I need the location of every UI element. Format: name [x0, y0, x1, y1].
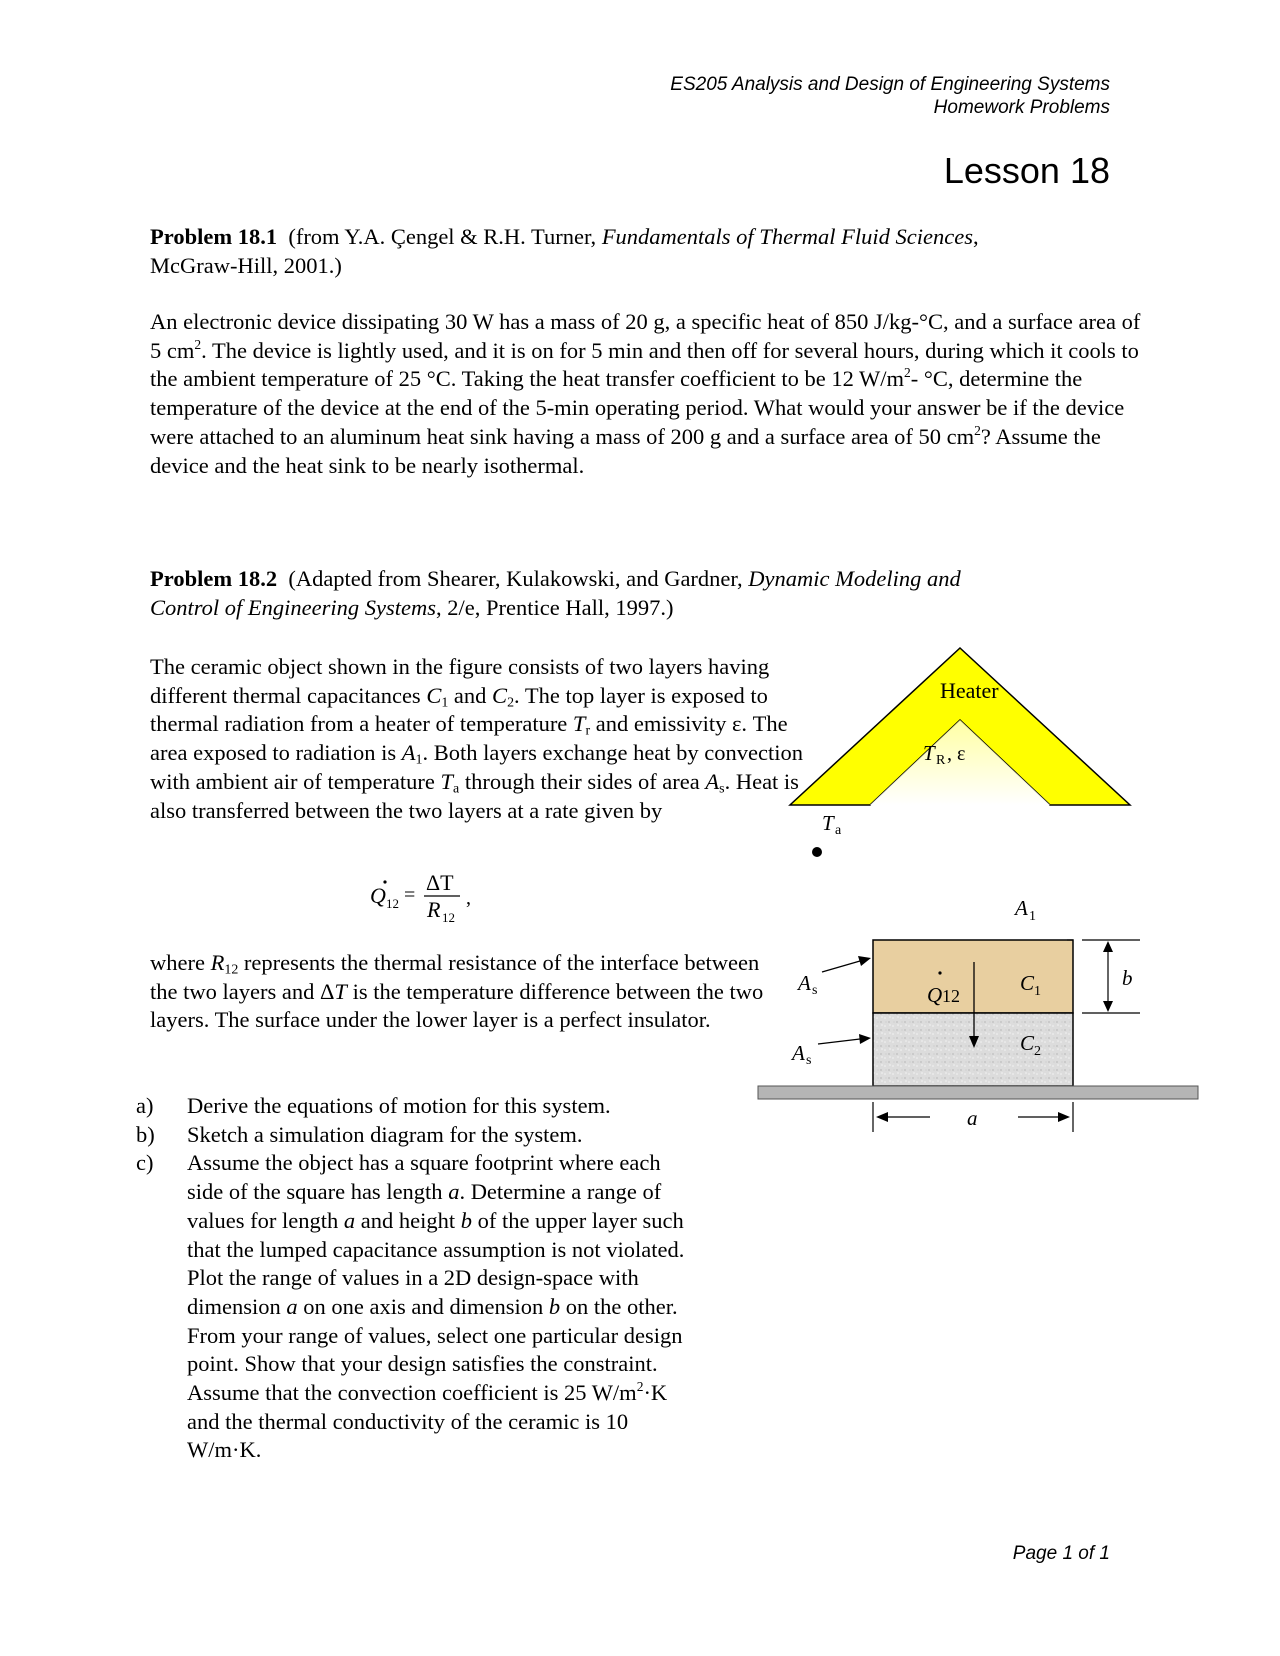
lesson-title: Lesson 18: [943, 150, 1110, 191]
insulated-ground: [758, 1086, 1198, 1099]
heat-flow-label: Q: [927, 983, 943, 1007]
svg-text:1: 1: [1034, 984, 1041, 999]
upper-layer: [873, 940, 1073, 1013]
problem-18-1-statement: An electronic device dissipating 30 W has a mass of 20 g, a specific heat of 850 J/kg-°C, and a surface area of 5 $cm^2$. The device is lightly used, and it is on for 5 min and then off for several hours, during which it cools to the ambient temperature of 25 °C. Taking the heat transfer coefficient to be 12 $W/m^2-$ °C, determine the temperature of the device at the end of the 5-min operating period. What would your answer be if the device were attached to an aluminum heat sink having a mass of 200 g and a surface area of 50 $cm^2$? Assume the device and the heat sink to be nearly isothermal.: [150, 309, 1141, 478]
problem-18-2-statement: The ceramic object shown in the figure consists of two layers having different thermal capacitances $C_1$ and $C_2$. The top layer is exposed to thermal radiation from a heater of temperature $T_r$ and emissivity ε. The area exposed to radiation is $A_1$. Both layers exchange heat by convection with ambient air of temperature $T_a$ through their sides of area $A_s$. Heat is also transferred between the two layers at a rate given by: [150, 654, 804, 823]
dimension-a-label: a: [967, 1106, 978, 1130]
dimension-b-label: b: [1122, 966, 1133, 990]
capacitance-c1-label: C: [1020, 971, 1035, 995]
svg-text:s: s: [812, 983, 818, 998]
heater-temp-label: T: [923, 741, 935, 765]
problem-18-1-label: Problem 18.1: [150, 224, 278, 249]
emissivity-label: , ε: [947, 743, 966, 765]
area-a1-label: A: [1015, 896, 1028, 920]
svg-text:R: R: [936, 753, 946, 768]
svg-text:12: 12: [442, 910, 455, 925]
heater-label: Heater: [940, 678, 999, 703]
ambient-point: [812, 847, 822, 857]
heat-rate-equation: [370, 868, 500, 928]
problem-18-2-statement-cont: where $R_{12}$ represents the thermal resistance of the interface between the two layers and ΔT is the temperature difference between the two layers. The surface under the lower layer is a perfect insulator.: [150, 950, 764, 1033]
problem-18-2-label: Problem 18.2: [150, 566, 278, 591]
lower-layer: [873, 1013, 1073, 1086]
svg-text:=: =: [404, 884, 416, 906]
problem-18-1-heading: Problem 18.1 (from Y.A. Çengel & R.H. Turner, Fundamentals of Thermal Fluid Sciences, McGraw-Hill, 2001.): [150, 223, 1150, 280]
svg-text:1: 1: [1029, 909, 1036, 924]
side-area-label: A: [792, 1041, 805, 1065]
problem-18-2-heading: Problem 18.2 (Adapted from Shearer, Kulakowski, and Gardner, Dynamic Modeling and Control of Engineering Systems, 2/e, Prentice Hall, 1997.): [150, 566, 961, 620]
page-number: Page 1 of 1: [1012, 1543, 1110, 1564]
svg-text:s: s: [806, 1053, 812, 1068]
svg-text:2: 2: [1034, 1044, 1041, 1059]
svg-text:Q: Q: [370, 883, 386, 908]
list-item: c) Assume the object has a square footprint where each side of the square has length a. Determine a range of values for length a and height b of the upper layer such that the lumped capacitance assumption is not violated. Plot the range of values in a 2D design-space with dimension a on one axis and dimension b on the other. From your range of values, select one particular design point. Show that your design satisfies the constraint. Assume that the convection coefficient is 25 $W/m^2\cdot K$ and the thermal conductivity of the ceramic is 10 W/m·K.: [136, 1150, 685, 1463]
svg-text:R: R: [427, 897, 441, 922]
course-title: ES205 Analysis and Design of Engineering Systems: [670, 74, 1110, 95]
list-item: b) Sketch a simulation diagram for the system.: [136, 1121, 583, 1147]
side-area-label: A: [798, 971, 811, 995]
header-subtitle: Homework Problems: [933, 97, 1110, 118]
ceramic-object-figure: [740, 640, 1200, 1200]
list-item: a) Derive the equations of motion for this system.: [136, 1093, 611, 1118]
source-book-title: Dynamic Modeling and: [748, 566, 961, 591]
svg-text:ΔT: ΔT: [426, 870, 454, 895]
capacitance-c2-label: C: [1020, 1031, 1035, 1055]
svg-text:a: a: [835, 823, 842, 838]
source-book-title: Fundamentals of Thermal Fluid Sciences: [601, 224, 974, 249]
source-publisher: McGraw-Hill, 2001.): [150, 252, 342, 278]
ambient-temp-label: T: [822, 811, 834, 835]
svg-text:12: 12: [386, 896, 399, 911]
svg-text:12: 12: [942, 986, 960, 1006]
svg-text:,: ,: [466, 887, 471, 909]
